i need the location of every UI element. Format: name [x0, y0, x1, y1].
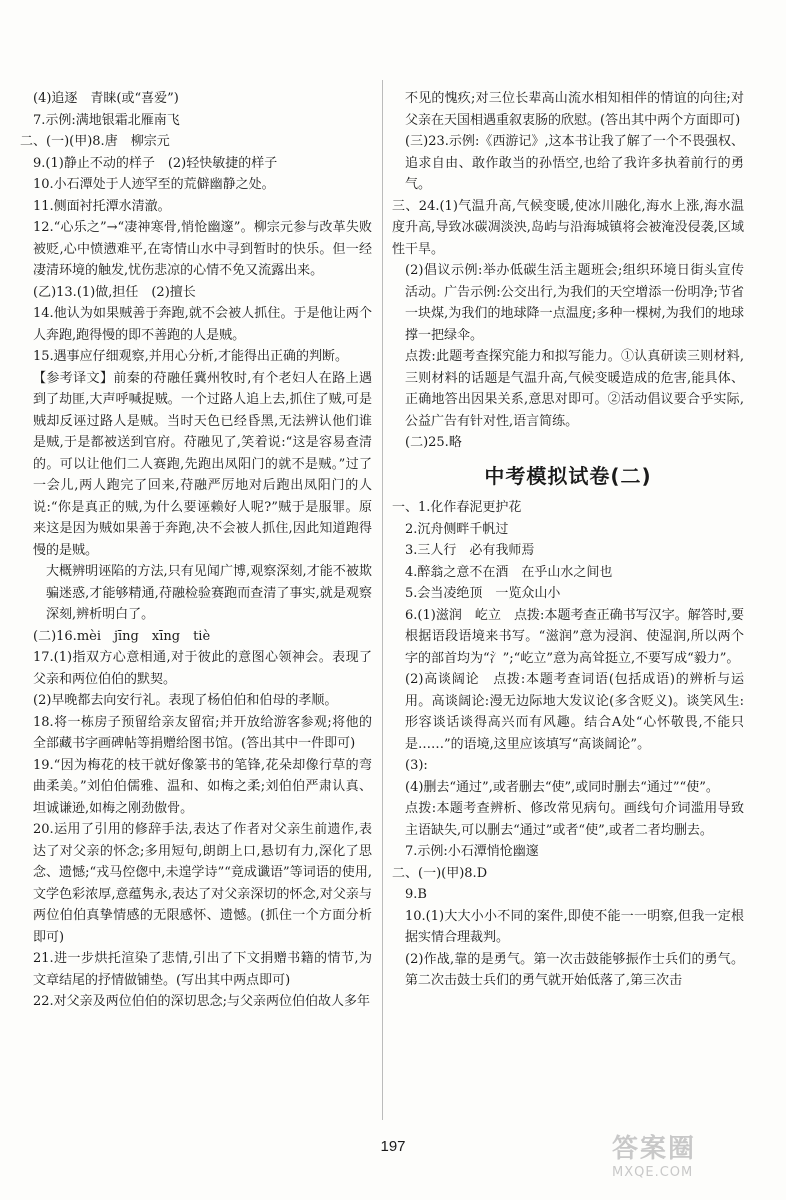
answer-line: 点拨:本题考查辨析、修改常见病句。画线句介词滥用导致主语缺失,可以删去“通过”或者“使”,或者二者均删去。	[405, 801, 744, 838]
answer-line: 二、(一)(甲)8.唐 柳宗元	[20, 134, 170, 149]
answer-line: 不见的愧疚;对三位长辈高山流水相知相伴的情谊的向往;对父亲在天国相遇重叙衷肠的欣慰。(答出其中两个方面即可)	[405, 91, 744, 128]
answer-line: 7.示例:小石潭悄怆幽邃	[405, 844, 539, 859]
answer-line: (4)删去“通过”,或者删去“使”,或同时删去“通过”“使”。	[405, 779, 719, 795]
right-column	[392, 88, 744, 992]
answer-line: (2)高谈阔论 点拨:本题考查词语(包括成语)的辨析与运用。高谈阔论:漫无边际地大发议论(多含贬义)。谈笑风生:形容谈话谈得高兴而有风趣。结合A处“心怀敬畏,不能只是……”的语境,这里应该填写“高谈阔论”。	[405, 672, 744, 752]
answer-line: 10.(1)大大小小不同的案件,即使不能一一明察,但我一定根据实情合理裁判。	[405, 908, 744, 945]
answer-line: 17.(1)指双方心意相通,对于彼此的意图心领神会。表现了父亲和两位伯伯的默契。	[33, 650, 372, 687]
answer-line: 18.将一栋房子预留给亲友留宿;并开放给游客参观;将他的全部藏书字画碑帖等捐赠给图书馆。(答出其中一件即可)	[33, 714, 372, 751]
right-column-bottom	[392, 497, 744, 992]
answer-line: 6.(1)滋润 屹立 点拨:本题考查正确书写汉字。解答时,要根据语段语境来书写。“滋润”意为浸润、使湿润,所以两个字的部首均为“氵”;“屹立”意为高耸挺立,不要写成“毅力”。	[405, 607, 744, 666]
answer-line: 【参考译文】前秦的苻融任冀州牧时,有个老妇人在路上遇到了劫匪,大声呼喊捉贼。一个过路人追上去,抓住了贼,可是贼却反诬过路人是贼。当时天色已经昏黑,无法辨认他们谁是贼,于是都被送到官府。苻融见了,笑着说:“这是容易查清的。可以让他们二人赛跑,先跑出凤阳门的就不是贼。”过了一会儿,两人跑完了回来,苻融严厉地对后跑出凤阳门的人说:“你是真正的贼,为什么要诬赖好人呢?”贼于是服罪。原来这是因为贼如果善于奔跑,决不会被人抓住,因此知道跑得慢的是贼。	[33, 370, 372, 558]
right-column-top	[392, 88, 744, 454]
answer-line: (乙)13.(1)做,担任 (2)擅长	[33, 284, 196, 300]
answer-line: 点拨:此题考查探究能力和拟写能力。①认真研读三则材料,三则材料的话题是气温升高,气候变暖造成的危害,能具体、正确地答出因果关系,意思对即可。②活动倡议要合乎实际,公益广告有针对性,语言简练。	[405, 349, 744, 429]
watermark-title: 答案圈	[612, 1134, 697, 1164]
section-title: 中考模拟试卷(二)	[484, 463, 652, 488]
answer-line: 大概辨明诬陷的方法,只有见闻广博,观察深刻,才能不被欺骗迷惑,才能够精通,苻融检验赛跑而查清了事实,就是观察深刻,辨析明白了。	[46, 564, 372, 622]
answer-line: 19.“因为梅花的枝干就好像篆书的笔锋,花朵却像行草的弯曲柔美。”刘伯伯儒雅、温和、如梅之柔;刘伯伯严肃认真、坦诚谦逊,如梅之刚劲傲骨。	[33, 757, 372, 816]
answer-line: (3):	[405, 758, 428, 773]
column-divider	[382, 80, 383, 1120]
answer-line: (2)作战,靠的是勇气。第一次击鼓能够振作士兵们的勇气。第二次击鼓士兵们的勇气就开始低落了,第三次击	[405, 951, 744, 988]
answer-line: (4)追逐 青睐(或“喜爱”)	[33, 91, 179, 106]
page-number: 197	[380, 1138, 406, 1155]
answer-line: 22.对父亲及两位伯伯的深切思念;与父亲两位伯伯故人多年	[33, 994, 371, 1009]
answer-line: 21.进一步烘托渲染了悲情,引出了下文捐赠书籍的情节,为文章结尾的抒情做铺垫。(写出其中两点即可)	[33, 951, 372, 988]
answer-line: 9.(1)静止不动的样子 (2)轻快敏捷的样子	[33, 155, 278, 171]
watermark-url: MXQE.COM	[612, 1165, 694, 1180]
answer-line: 5.会当凌绝顶 一览众山小	[405, 586, 561, 601]
answer-line: 一、1.化作春泥更护花	[392, 500, 522, 515]
left-column	[20, 88, 372, 1013]
answer-line: 二、(一)(甲)8.D	[392, 865, 488, 881]
answer-line: 11.侧面衬托潭水清澈。	[33, 198, 171, 214]
answer-line: 7.示例:满地银霜北雁南飞	[33, 112, 180, 128]
answer-line: (二)16.mèi jīng xīng tiè	[33, 628, 211, 644]
answer-line: 14.他认为如果贼善于奔跑,就不会被人抓住。于是他让两个人奔跑,跑得慢的即不善跑的人是贼。	[33, 306, 372, 343]
answer-line: 15.遇事应仔细观察,并用心分析,才能得出正确的判断。	[33, 349, 348, 364]
answer-line: 20.运用了引用的修辞手法,表达了作者对父亲生前遗作,表达了对父亲的怀念;多用短句,朗朗上口,悬切有力,深化了思念、遗憾;“戎马倥偬中,未遑学诗”“竟成谶语”等词语的使用,文学色彩浓厚,意蕴隽永,表达了对父亲深切的怀念,对父亲与两位伯伯真挚情感的无限感怀、遗憾。(抓住一个方面分析即可)	[33, 822, 372, 945]
answer-line: 4.醉翁之意不在酒 在乎山水之间也	[405, 564, 613, 580]
answer-line: 9.B	[405, 887, 427, 902]
answer-line: (2)倡议示例:举办低碳生活主题班会;组织环境日街头宣传活动。广告示例:公交出行,为我们的天空增添一份明净;节省一块煤,为我们的地球降一点温度;多种一棵树,为我们的地球撑一把绿伞。	[405, 263, 744, 343]
answer-line: (三)23.示例:《西游记》,这本书让我了解了一个不畏强权、追求自由、敢作敢当的孙悟空,也给了我许多执着前行的勇气。	[405, 134, 744, 192]
answer-line: 2.沉舟侧畔千帆过	[405, 521, 509, 537]
answer-line: (二)25.略	[405, 435, 462, 450]
answer-line: 10.小石潭处于人迹罕至的荒僻幽静之处。	[33, 177, 275, 192]
answer-line: (2)早晚都去向安行礼。表现了杨伯伯和伯母的孝顺。	[33, 693, 338, 708]
answer-line: 12.“心乐之”→“凄神寒骨,悄怆幽邃”。柳宗元参与改革失败被贬,心中愤懑难平,在寄情山水中寻到暂时的快乐。但一经凄清环境的触发,忧伤悲凉的心情不免又流露出来。	[33, 220, 372, 278]
answer-line: 三、24.(1)气温升高,气候变暖,使冰川融化,海水上涨,海水温度升高,导致冰碳凋淡泱,岛屿与沿海城镇将会被淹没侵袭,区域性干旱。	[392, 198, 744, 257]
watermark-logo	[612, 1128, 772, 1186]
answer-line: 3.三人行 必有我师焉	[405, 543, 535, 558]
